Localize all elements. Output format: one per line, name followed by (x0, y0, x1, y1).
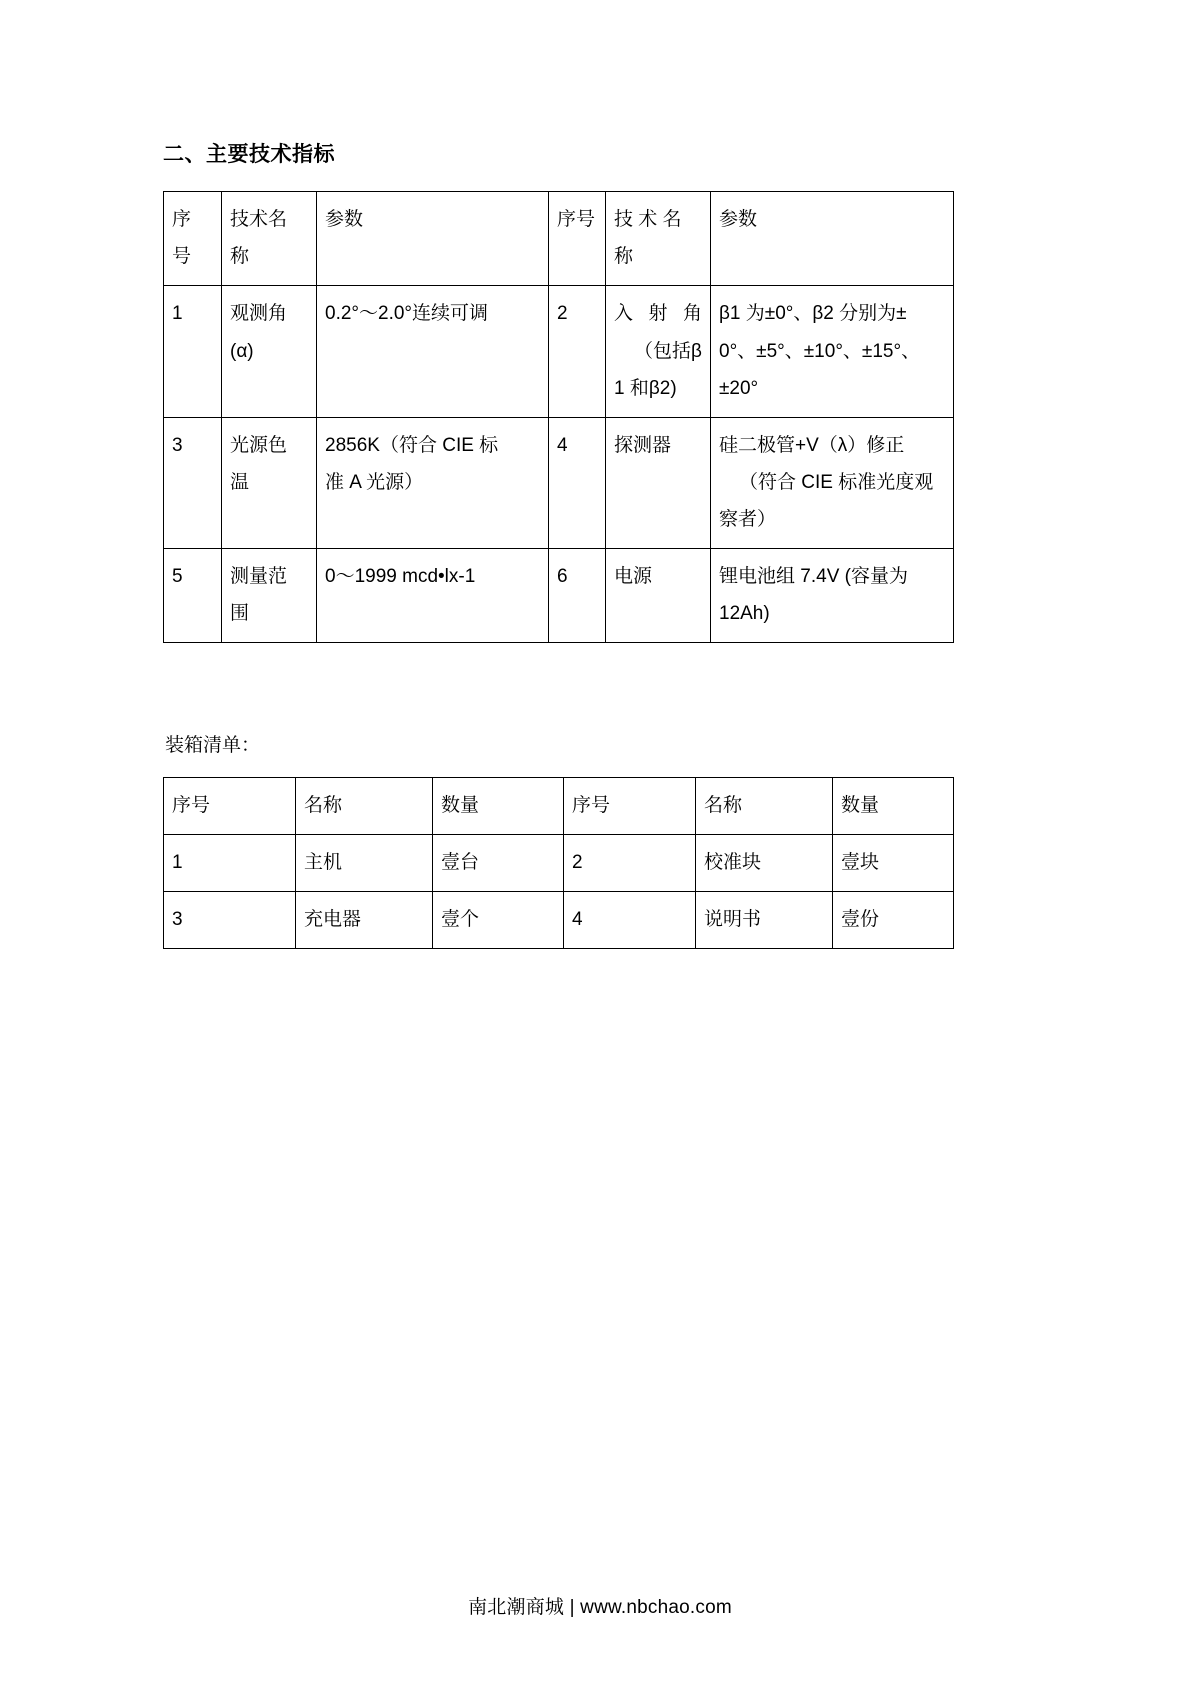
table-row (164, 835, 954, 892)
spec-row1-param-right-line2: 0°、±5°、±10°、±15°、 (719, 340, 921, 362)
spec-header-name-right-line2: 称 (614, 246, 634, 268)
spec-header-name-left-line1: 技术名 (230, 209, 288, 231)
spec-row1-param-right (711, 286, 954, 417)
spec-row1-param-right-line1: β1 为±0°、β2 分别为± (719, 303, 907, 325)
spec-row1-name-left-line2: (α) (230, 340, 254, 362)
packing-header-qty-right: 数量 (833, 778, 954, 835)
spec-header-name-left-line2: 称 (230, 246, 250, 268)
spec-row3-name-left (222, 548, 317, 642)
spec-header-seq-left (164, 192, 222, 286)
spec-row2-param-right-line2: （符合 CIE 标准光度观 (739, 471, 934, 493)
table-row (164, 286, 954, 417)
spec-header-name-right-line1: 技 术 名 (614, 209, 682, 231)
packing-row2-qty-right: 壹份 (833, 892, 954, 949)
spec-row1-param-left: 0.2°～2.0°连续可调 (317, 286, 549, 417)
packing-row1-name-left: 主机 (296, 835, 433, 892)
packing-row1-seq-left: 1 (164, 835, 296, 892)
spec-row3-name-left-line1: 测量范 (230, 565, 288, 587)
spec-header-name-right (606, 192, 711, 286)
spec-row1-name-right (606, 286, 711, 417)
packing-row2-name-left: 充电器 (296, 892, 433, 949)
spec-row3-param-right-line2: 12Ah) (719, 602, 770, 624)
packing-header-seq-left: 序号 (164, 778, 296, 835)
packing-list-label: 装箱清单： (165, 734, 261, 756)
spec-row2-param-left-line2: 准 A 光源） (325, 471, 424, 493)
packing-row2-qty-left: 壹个 (433, 892, 564, 949)
spec-row2-param-right-line3: 察者） (719, 508, 777, 530)
spec-header-seq-left-line2: 号 (172, 246, 192, 268)
spec-row1-param-right-line3: ±20° (719, 377, 759, 399)
spec-header-param-right: 参数 (711, 192, 954, 286)
packing-table (163, 777, 954, 949)
spec-row2-param-right-line1: 硅二极管+V（λ）修正 (719, 434, 905, 456)
spec-row2-seq-left: 3 (164, 417, 222, 548)
packing-header-name-left: 名称 (296, 778, 433, 835)
spec-header-name-left (222, 192, 317, 286)
table-row (164, 548, 954, 642)
table-header-row (164, 192, 954, 286)
spec-row3-param-left (317, 548, 549, 642)
spec-row3-name-left-line2: 围 (230, 602, 250, 624)
table-row (164, 417, 954, 548)
page-title: 二、主要技术指标 (163, 143, 335, 166)
spec-row3-name-right (606, 548, 711, 642)
spec-table (163, 191, 954, 642)
packing-row1-seq-right: 2 (564, 835, 696, 892)
packing-row2-seq-right: 4 (564, 892, 696, 949)
spec-row3-seq-right: 6 (549, 548, 606, 642)
spec-row2-name-right (606, 417, 711, 548)
spec-row3-seq-left: 5 (164, 548, 222, 642)
packing-row2-name-right: 说明书 (696, 892, 833, 949)
table-row (164, 892, 954, 949)
spec-row2-name-left-line1: 光源色 (230, 434, 288, 456)
spec-row3-param-right (711, 548, 954, 642)
spec-row1-name-left-line1: 观测角 (230, 303, 288, 325)
page-footer: 南北潮商城 | www.nbchao.com (468, 1597, 732, 1618)
table-header-row (164, 778, 954, 835)
packing-row1-name-right: 校准块 (696, 835, 833, 892)
spec-row2-seq-right: 4 (549, 417, 606, 548)
spec-header-param-left: 参数 (317, 192, 549, 286)
spec-row3-param-left-line1: 0～1999 mcd•lx-1 (325, 565, 476, 587)
spec-row2-param-right (711, 417, 954, 548)
spec-row2-name-left (222, 417, 317, 548)
spec-row1-seq-left: 1 (164, 286, 222, 417)
spec-row1-name-right-line2: （包括β (634, 340, 702, 362)
packing-header-name-right: 名称 (696, 778, 833, 835)
packing-row2-seq-left: 3 (164, 892, 296, 949)
spec-row3-param-right-line1: 锂电池组 7.4V (容量为 (719, 565, 908, 587)
spec-header-seq-right: 序号 (549, 192, 606, 286)
spec-row2-param-left (317, 417, 549, 548)
spec-row1-name-left (222, 286, 317, 417)
spec-row2-name-left-line2: 温 (230, 471, 250, 493)
packing-header-seq-right: 序号 (564, 778, 696, 835)
spec-row1-name-right-line3: 1 和β2) (614, 377, 677, 399)
packing-header-qty-left: 数量 (433, 778, 564, 835)
document-content (163, 140, 953, 949)
spec-row2-name-right-line1: 探测器 (614, 434, 672, 456)
packing-row1-qty-left: 壹台 (433, 835, 564, 892)
spec-row2-param-left-line1: 2856K（符合 CIE 标 (325, 434, 499, 456)
spec-row3-name-right-line1: 电源 (614, 565, 653, 587)
spec-header-seq-left-line1: 序 (172, 209, 192, 231)
spec-row1-seq-right: 2 (549, 286, 606, 417)
spec-row1-name-right-line1: 入 射 角 (614, 303, 702, 325)
packing-row1-qty-right: 壹块 (833, 835, 954, 892)
